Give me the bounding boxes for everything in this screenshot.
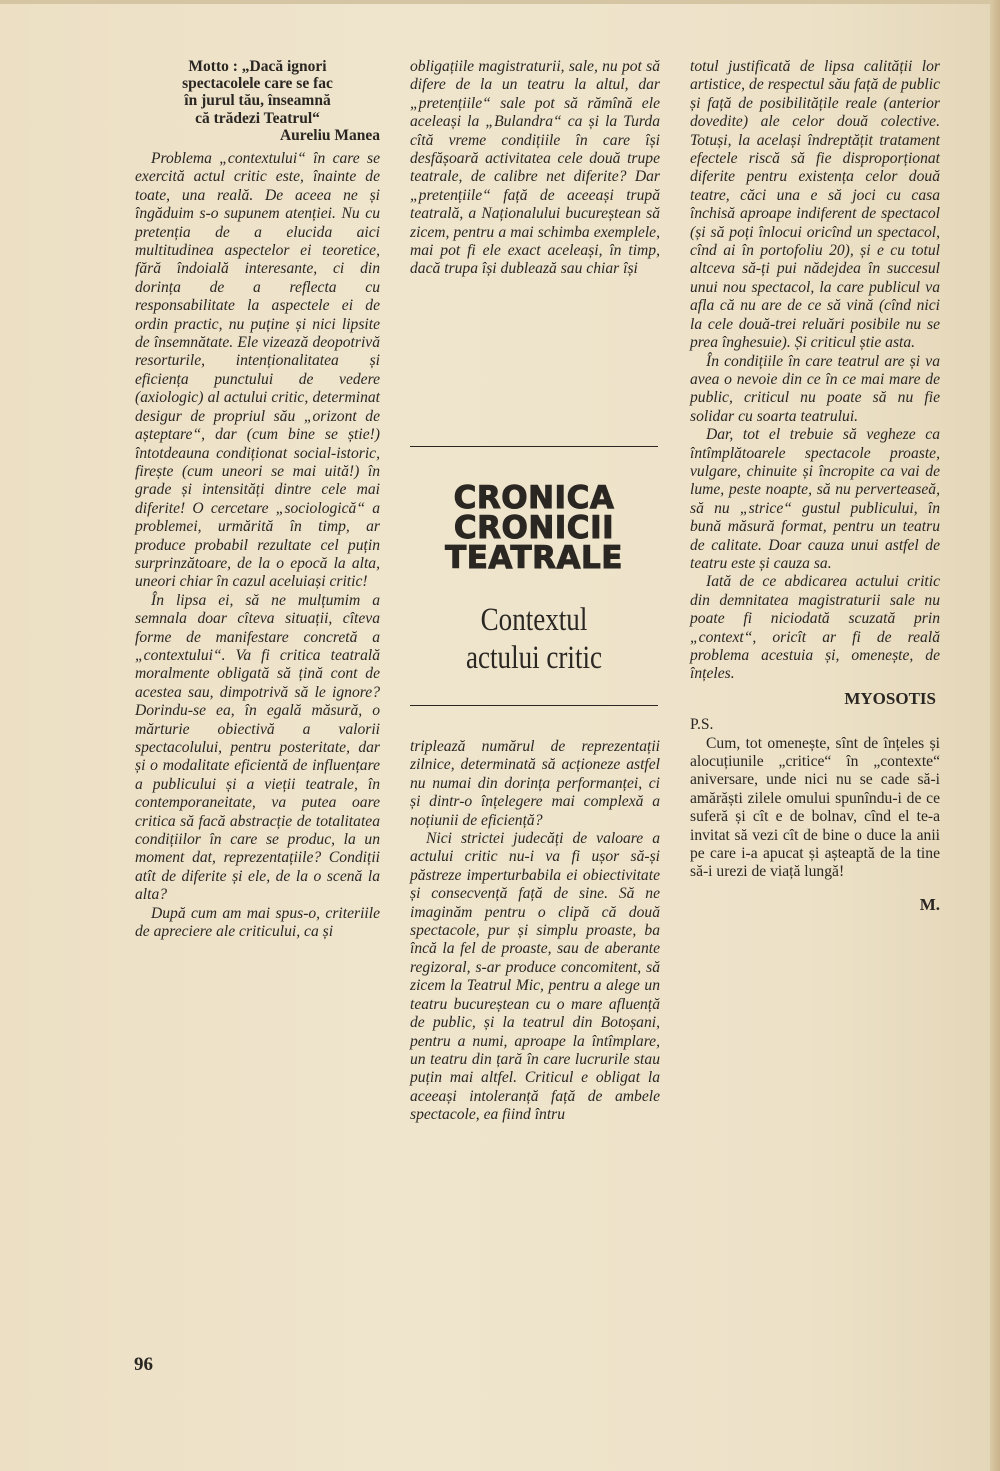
motto [135,58,380,144]
article-title-line: Contextul [480,602,588,638]
paragraph: Iată de ce abdicarea actului critic din demnitatea magistraturii sale nu poate fi niciodată scuzată prin „context“, oricît ar fi de reală problema acestuia și, omenește, de înțeles. [690,573,940,683]
rubric-line: TEATRALE [445,540,623,576]
rubric-box [410,446,658,706]
paragraph: Problema „contextului“ în care se exercită actul critic este, înainte de toate, una reală. De aceea ne și îngăduim s-o supunem atenției. Nu cu pretenția de a elucida aici multitudinea aspectelor ei teoretice, fără îndoială interesante, ci din dorința de a reflecta cu responsabilitate la aspectele ei de ordin practic, nu puține și nici lipsite de însemnătate. Ele vizează deopotrivă resorturile, intenționalitatea și eficiența punctului de vedere (axiologic) al actului critic, determinat desigur de propriul său „orizont de așteptare“, dar (cum bine se știe!) întotdeauna condiționat social-istoric, firește (cum uneori se mai uită!) în grade și intensități dintre cele mai diferite! O cercetare „sociologică“ a problemei, urmărită în timp, ar produce probabil rezultate cel puțin surprinzătoare, de la o epocă la alta, uneori chiar în cazul aceluiași critic! [135,150,380,591]
paragraph: În condițiile în care teatrul are și va avea o nevoie din ce în ce mai mare de public, criticul nu poate să nu fie solidar cu soarta teatrului. [690,352,940,425]
rubric-heading [410,480,658,576]
article-title [432,601,635,677]
ps-label: P.S. [690,716,714,734]
ps-signature: M. [919,894,940,914]
motto-author: Aureliu Manea [279,126,380,144]
paragraph: După cum am mai spus-o, criteriile de apreciere ale criticului, ca și [135,904,380,941]
paragraph: triplează numărul de reprezentații zilnice, determinată să acționeze astfel nu numai din dorința performanței, ci și dintr-o înțelegere mai complexă a noțiunii de eficiență? [410,738,660,829]
rubric-line: CRONICA [453,480,615,516]
binding-edge [990,0,1000,1471]
motto-line: spectacolele care se fac [182,75,333,93]
article-title-line: actului critic [466,640,602,676]
page-number: 96 [134,1354,153,1375]
paragraph: În lipsa ei, să ne mulțumim a semnala doar cîteva situații, cîteva forme de manifestare concretă a „contextului“. Va fi critica teatrală moralmente obligată să țină cont de acestea sau, dimpotrivă să le ignore? Dorindu-se ea, în egală măsură, o mărturie obiectivă a valorii spectacolului, pentru posteritate, dar și o modalitate eficientă de influențare a publicului și a vieții teatrale, în contemporaneitate, va putea oare critica să facă abstracție de totalitatea condițiilor în care se produc, la un moment dat, reprezentațiile? Condiții atît de diferite și ele, de la o scenă la alta? [135,591,380,904]
ps-paragraph: Cum, tot omenește, sînt de înțeles și alocuțiunile „critice“ în „contexte“ aniversare, unde nici nu se cade să-i amărăști zilele omului spunîndu-i de ce suferă și cît e de bolnav, cînd el te-a invitat să vezi cît de bine o duce la anii pe care i-a apucat și așteaptă de la tine să-i urezi de viață lungă! [690,734,940,881]
column-2-continued [410,738,660,1125]
motto-line: Motto : „Dacă ignori [188,58,327,75]
column-3 [690,58,940,914]
column-1 [135,58,380,941]
paragraph: Dar, tot el trebuie să vegheze ca întîmplătoarele spectacole proaste, vulgare, chinuite și încropite ca vai de lume, peste noapte, să nu perverteaseă, să nu „strice“ gustul publicului, în bună măsură format, pentru un teatru de calitate. Doar cauza unui astfel de teatru este și cauza sa. [690,426,940,572]
motto-line: că trădezi Teatrul“ [195,109,320,127]
top-edge [0,0,1000,4]
column-2 [410,58,660,279]
paragraph: obligațiile magistraturii, sale, nu pot să difere de la un teatru la altul, dar „pretențiile“ sale pot să rămînă ele aceleași la „Bulandra“ ca și la Turda cîtă vreme condițiile în care își desfășoară activitatea cele două trupe teatrale, de calibre net diferite? Dar „pretențiile“ față de aceeași trupă teatrală, a Naționalului bucureștean să zicem, pentru a mai schimba exemplele, mai pot fi ele exact aceleași, în timp, dacă trupa își dublează sau chiar își [410,58,660,278]
motto-line: în jurul tău, înseamnă [184,92,331,110]
rubric-line: CRONICII [453,510,615,546]
paragraph: Nici strictei judecăți de valoare a actului critic nu-i va fi ușor să-și păstreze imperturbabila ei obiectivitate și consecvență față de sine. Să ne imaginăm pentru o clipă că două spectacole, pur și simplu proaste, ba încă la fel de proaste, sau de aberante regizoral, s-ar produce concomitent, să zicem la Teatrul Mic, pentru a alege un teatru bucureștean cu o mare afluență de public, și la teatrul din Botoșani, pentru a numi, aproape la întîmplare, un teatru din țară în care lucrurile stau puțin mai altfel. Criticul e obligat la aceeași intoleranță față de ambele spectacole, ea fiind întru [410,830,660,1124]
author-signature: MYOSOTIS [844,688,936,708]
paragraph: totul justificată de lipsa calității lor artistice, de respectul său față de public și față de posibilitățile reale (anterior dovedite) ale celor două colective. Totuși, la același îndreptățit tratament efectele riscă să fie disproporționat diferite pentru existența celor două teatre, căci una e să joci cu casa închisă aproape indiferent de spectacol (și să poți înlocui oricînd un spectacol, cînd ai în portofoliu 20), și e cu totul altceva să-ți pui nădejdea în succesul unui nou spectacol, la care publicul va afla că nu are de ce să vină (cînd nici la cele două-trei reluări posibile nu se prea înghesuie). Și criticul știe asta. [690,58,940,352]
